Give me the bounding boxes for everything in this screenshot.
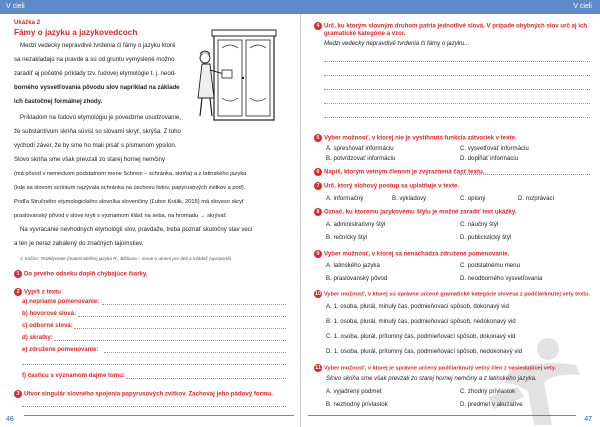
task-11: 11 Vyber možnosť, v ktorej je správne určený podčiarknutý vetný člen z nasledujúcej vety. xyxy=(315,365,557,372)
task-6: 6 Napíš, ktorým vetným členom je zvýraznená časť textu. xyxy=(314,168,484,177)
task-4: 4 Urč, ku ktorým slovným druhom patria jednotlivé slová. V prípade ohybných slov urč aj ich xyxy=(314,22,587,31)
task-2b-label: b) hovorové slová: xyxy=(22,310,77,317)
task-9: 9 Vyber možnosť, v ktorej sa nenachádza združené pomenovanie. xyxy=(314,250,509,259)
answer-line-2f[interactable] xyxy=(126,378,286,379)
task-7-text: Urč, ktorý slohový postup sa uplatňuje v texte. xyxy=(324,182,460,190)
task-7-option[interactable]: C. opisný xyxy=(460,195,486,202)
task-3: 3 Utvor singulár slovného spojenia papyrusových zvitkov. Zachovaj jeho pádový formu. xyxy=(14,390,273,399)
task-7-option[interactable]: A. informačný xyxy=(326,195,364,202)
task-8: 8 Označ, ku ktorému jazykovému štýlu je možné zaradiť text ukážky. xyxy=(314,208,516,217)
para2-line: (kde sa slovom scrínium nazývala schránka na úschovu listov, papyrusových zvitkov a pod). xyxy=(14,185,246,191)
para2-line: Na vyvracanie nevhodných etymológií slov, pravdaže, treba poznať skutočný stav vecí xyxy=(20,226,253,233)
task-2-text: Vypíš z textu xyxy=(24,288,62,296)
task-9-option[interactable]: B. praslovanský pôvod xyxy=(326,275,388,282)
task-10-option[interactable]: A. 1. osoba, plurál, minulý čas, podmieňovací spôsob, dokonavý vid xyxy=(326,303,509,310)
para2-line: že substantívum skriňa súvisí so slovami skryť, skrýša. Z toho xyxy=(14,128,181,135)
task-5: 5 Vyber možnosť, v ktorej nie je vystihnutá funkcia zátvoriek v texte. xyxy=(314,134,517,143)
right-header-band xyxy=(300,0,600,14)
para2-line: vychodí záver, že by sme ho mali písať s písmenom ypsilon. xyxy=(14,142,177,149)
answer-line-3[interactable] xyxy=(22,406,286,407)
task-2c-label: c) odborné slová: xyxy=(22,322,73,329)
task-10-option[interactable]: B. 1. osoba, plurál, minulý čas, podmieňovací spôsob, nedokonavý vid xyxy=(326,318,516,325)
task-1-text: Do prvého odseku doplň chýbajúce čiarky. xyxy=(24,270,148,278)
right-header-title: V cieli xyxy=(573,3,592,10)
para1-line: zaradiť aj početné príklady tzv. ľudovej etymológie t. j. neod- xyxy=(14,70,177,77)
source-citation: J. Kočiss: Rozklývanie (materinského) jazyka R., Bibliana – revue o umení pre deti a mládež (upravené) xyxy=(20,256,232,261)
answer-line-4[interactable] xyxy=(324,61,590,62)
task-5-text: Vyber možnosť, v ktorej nie je vystihnutá funkcia zátvoriek v texte. xyxy=(324,134,517,142)
wardrobe-scholar-illustration xyxy=(196,28,292,124)
task-8-option[interactable]: B. rečnícky štýl xyxy=(326,234,367,241)
sample-label: Ukážka 2 xyxy=(14,19,41,26)
task-8-option[interactable]: C. náučný štýl xyxy=(460,221,499,228)
task-2f-label: f) časticu s významom dajme tomu: xyxy=(22,372,125,379)
para2-line: a ten je neraz zahalený do značných tajomstiev. xyxy=(14,240,144,247)
task-9-option[interactable]: A. latinského jazyka xyxy=(326,262,380,269)
task-9-option[interactable]: C. podstatnému menu xyxy=(460,262,520,269)
task-11-sentence: Slovo skriňa sme však prevzali zo starej hornej nemčiny a z latinského jazyka. xyxy=(326,375,537,382)
left-header-title: V cieli xyxy=(6,3,25,10)
para1-line: sa nezakladajú na pravde a sú od gruntu vymyslené možno xyxy=(14,56,175,63)
para1-line: borného vysvetľovania pôvodu slov napríklad na základe xyxy=(14,84,180,91)
para1-line: Medzi vedecky nepravdivé tvrdenia či fámy o jazyku ktoré xyxy=(20,42,176,49)
task-9-option[interactable]: D. neodborného vysvetľovania xyxy=(460,275,543,282)
task-7: 7 Urč, ktorý slohový postup sa uplatňuje v texte. xyxy=(314,182,459,191)
task-7-option[interactable]: B. výkladový xyxy=(392,195,427,202)
answer-line-4[interactable] xyxy=(324,103,590,104)
para2-line: Podľa Stručného etymologického slovníka slovenčiny (Ľubor Králik, 2015) má slovesо skryť xyxy=(14,199,245,205)
para2-line: praslovanský pôvod v slove kryti s významom klásť na seba, na hromadu → skrývať. xyxy=(14,213,228,219)
right-page-number: 47 xyxy=(584,416,592,423)
para2-line: (má pôvod v nemeckom podstatnom mene Schrein – schránka, skriňa) a z latinského jazyka xyxy=(14,171,247,177)
task-8-text: Označ, ku ktorému jazykovému štýlu je možné zaradiť text ukážky. xyxy=(324,208,517,216)
task-11-option[interactable]: B. nezhodný prívlastok xyxy=(326,401,388,408)
left-header-band xyxy=(0,0,300,14)
task-10-option[interactable]: D. 1. osoba, plurál, prítomný čas, podmieňovací spôsob, nedokonavý vid xyxy=(326,348,523,355)
task-5-option[interactable]: C. vysvetľovať informáciu xyxy=(460,145,529,152)
task-3-text: Utvor singulár slovného spojenia papyrusových zvitkov. Zachovaj jeho pádový formu. xyxy=(24,390,273,398)
answer-line-2a[interactable] xyxy=(102,304,286,305)
task-6-text: Napíš, ktorým vetným členom je zvýraznená časť textu. xyxy=(324,168,485,176)
task-8-option[interactable]: D. publicistický štýl xyxy=(460,234,512,241)
task-7-option[interactable]: D. rozprávací xyxy=(518,195,555,202)
task-10: 10 Vyber možnosť, v ktorej sú správne určené gramatické kategórie slovesa z podčiarknutej vety textu. xyxy=(315,291,591,298)
task-2: 2 Vypíš z textu xyxy=(14,288,61,297)
answer-line-6[interactable] xyxy=(460,174,590,175)
task-4-sentence: Medzi vedecky nepravdivé tvrdenia či fámy o jazyku... xyxy=(324,40,470,47)
task-4-text: Urč, ku ktorým slovným druhom patria jednotlivé slová. V prípade ohybných slov urč aj ich xyxy=(324,22,588,30)
task-11-option[interactable]: A. vyjadrený podmet xyxy=(326,388,382,395)
answer-line-4[interactable] xyxy=(324,75,590,76)
task-8-option[interactable]: A. administratívny štýl xyxy=(326,221,386,228)
answer-line-2e-extra[interactable] xyxy=(22,364,286,365)
answer-line-2e[interactable] xyxy=(104,352,286,353)
task-2e-label: e) združené pomenovanie: xyxy=(22,346,99,353)
task-9-text: Vyber možnosť, v ktorej sa nenachádza združené pomenovanie. xyxy=(324,250,510,258)
left-footer-rule xyxy=(24,415,294,416)
answer-line-2b[interactable] xyxy=(78,316,286,317)
task-5-option[interactable]: B. potvrdzovať informáciu xyxy=(326,155,396,162)
task-2a-label: a) nepriame pomenovanie: xyxy=(22,298,100,305)
para1-line: ich častočnej formálnej zhody. xyxy=(14,98,103,105)
task-5-option[interactable]: A. spresňovať informáciu xyxy=(326,145,394,152)
answer-line-4[interactable] xyxy=(324,89,590,90)
task-11-option[interactable]: D. predmet v akuzatíve xyxy=(460,401,523,408)
left-page-number: 46 xyxy=(6,416,14,423)
task-11-option[interactable]: C. zhodný prívlastok xyxy=(460,388,516,395)
task-2d-label: d) skratky: xyxy=(22,334,53,341)
answer-line-4[interactable] xyxy=(324,117,590,118)
task-1: 1 Do prvého odseku doplň chýbajúce čiarky. xyxy=(14,270,148,279)
para2-line: Príkladom na ľudovú etymológiu je povedzme usudzovanie, xyxy=(20,114,181,121)
answer-line-2d[interactable] xyxy=(54,340,286,341)
task-11-text: Vyber možnosť, v ktorej je správne určený podčiarknutý vetný člen z nasledujúcej vety. xyxy=(324,365,557,372)
article-title: Fámy o jazyku a jazykovedcoch xyxy=(14,28,138,37)
task-4-text-2: gramatické kategórie a vzor. xyxy=(324,30,406,37)
task-10-option[interactable]: C. 1. osoba, plurál, prítomný čas, podmieňovací spôsob, dokonavý vid xyxy=(326,333,516,340)
task-10-text: Vyber možnosť, v ktorej sú správne určené gramatické kategórie slovesa z podčiarknutej vety textu. xyxy=(324,291,591,298)
para2-line: Slovo skriňa sme však prevzali zo starej hornej nemčiny xyxy=(14,156,166,163)
task-5-option[interactable]: D. dopĺňať informáciu xyxy=(460,155,519,162)
answer-line-2c[interactable] xyxy=(74,328,286,329)
watermark-figure xyxy=(480,335,590,427)
